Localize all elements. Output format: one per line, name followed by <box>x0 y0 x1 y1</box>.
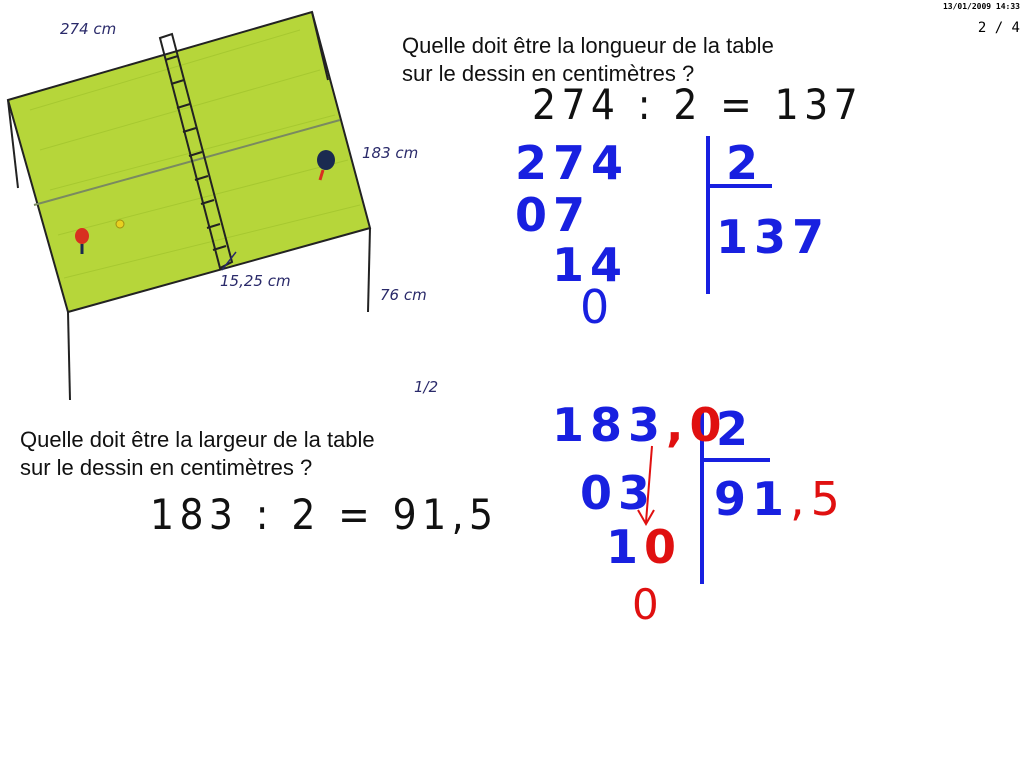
timestamp: 13/01/2009 14:33 <box>942 2 1020 11</box>
division2-quotient <box>714 472 846 526</box>
division2-dividend-ext: ,0 <box>666 398 728 452</box>
question-length-line2: sur le dessin en centimètres ? <box>402 61 695 86</box>
question-width <box>20 426 375 482</box>
length-label: 274 cm <box>60 20 117 38</box>
division2-quotient-digits: 91 <box>714 472 791 526</box>
division2-remainder: 0 <box>632 580 659 629</box>
equation-width: 183 : 2 = 91,5 <box>150 490 499 539</box>
division2-step1: 03 <box>580 466 657 520</box>
division2-dividend-digits: 183 <box>552 398 667 452</box>
division2-step2 <box>606 520 683 574</box>
division2-step2-a: 1 <box>606 520 645 574</box>
height-label: 76 cm <box>380 286 427 304</box>
division2-step2-b: 0 <box>644 520 683 574</box>
division1-step1: 07 <box>515 188 592 242</box>
division2-dividend <box>552 398 728 452</box>
question-width-line2: sur le dessin en centimètres ? <box>20 455 313 480</box>
division1-quotient: 137 <box>716 210 831 264</box>
scale-label: 1/2 <box>414 378 439 396</box>
width-label: 183 cm <box>362 144 419 162</box>
page-indicator: 2 / 4 <box>977 20 1020 36</box>
division1-divisor: 2 <box>726 136 765 190</box>
question-length-line1: Quelle doit être la longueur de la table <box>402 33 774 58</box>
division1-step2: 14 <box>552 238 629 292</box>
division1-dividend: 274 <box>515 136 630 190</box>
question-width-line1: Quelle doit être la largeur de la table <box>20 427 375 452</box>
division2-divisor: 2 <box>716 402 755 456</box>
division2-quotient-ext: ,5 <box>790 472 846 526</box>
equation-length: 274 : 2 = 137 <box>532 80 864 129</box>
net-label: 15,25 cm <box>220 272 291 290</box>
division1-remainder: 0 <box>580 280 616 334</box>
